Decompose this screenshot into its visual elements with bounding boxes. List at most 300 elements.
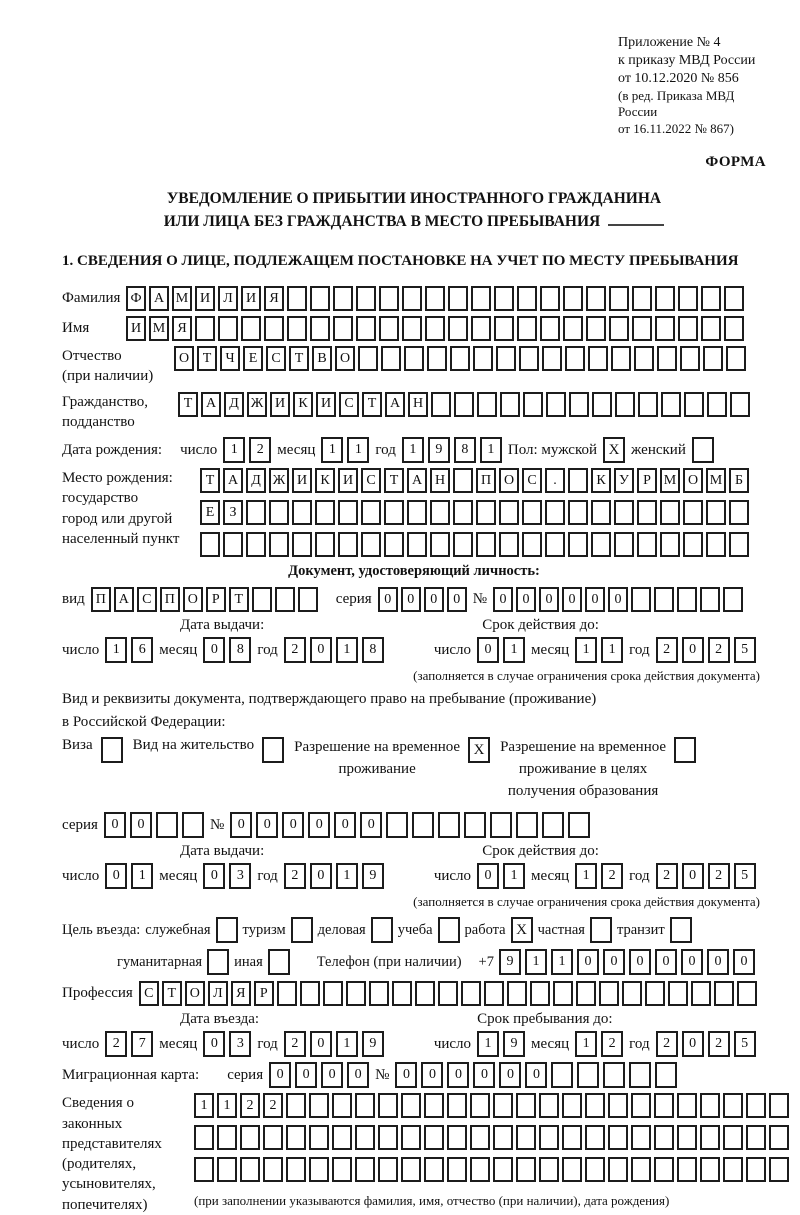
char-box[interactable]: И [195, 286, 215, 311]
char-box[interactable] [424, 1093, 444, 1118]
char-box[interactable]: 0 [473, 1062, 495, 1088]
char-box[interactable] [632, 286, 652, 311]
char-box[interactable]: 1 [503, 637, 525, 663]
char-box[interactable] [729, 500, 749, 525]
char-box[interactable]: Т [229, 587, 249, 612]
char-box[interactable] [355, 1125, 375, 1150]
char-box[interactable] [631, 1157, 651, 1182]
char-box[interactable]: И [126, 316, 146, 341]
char-box[interactable] [691, 981, 711, 1006]
char-box[interactable] [516, 812, 538, 838]
char-box[interactable]: . [545, 468, 565, 493]
char-box[interactable]: 0 [282, 812, 304, 838]
char-box[interactable]: К [591, 468, 611, 493]
char-box[interactable] [683, 532, 703, 557]
char-box[interactable] [292, 500, 312, 525]
char-box[interactable]: М [660, 468, 680, 493]
char-box[interactable] [473, 346, 493, 371]
char-box[interactable] [563, 316, 583, 341]
char-box[interactable] [384, 532, 404, 557]
female-checkbox[interactable] [692, 437, 714, 463]
char-box[interactable] [562, 1157, 582, 1182]
char-box[interactable]: 2 [284, 863, 306, 889]
char-box[interactable]: С [139, 981, 159, 1006]
char-box[interactable] [714, 981, 734, 1006]
char-box[interactable]: 0 [203, 863, 225, 889]
char-box[interactable] [634, 346, 654, 371]
char-box[interactable]: 2 [284, 637, 306, 663]
char-box[interactable] [490, 812, 512, 838]
char-box[interactable] [500, 392, 520, 417]
char-box[interactable]: О [499, 468, 519, 493]
char-box[interactable]: 0 [585, 587, 605, 612]
char-box[interactable]: Ж [247, 392, 267, 417]
char-box[interactable] [654, 1125, 674, 1150]
char-box[interactable]: Л [218, 286, 238, 311]
char-box[interactable]: 0 [310, 1031, 332, 1057]
char-box[interactable] [677, 1093, 697, 1118]
char-box[interactable] [493, 1093, 513, 1118]
char-box[interactable] [707, 392, 727, 417]
char-box[interactable]: 0 [608, 587, 628, 612]
char-box[interactable] [315, 532, 335, 557]
male-checkbox[interactable]: X [603, 437, 625, 463]
char-box[interactable] [545, 532, 565, 557]
char-box[interactable]: 0 [447, 587, 467, 612]
char-box[interactable]: 0 [477, 863, 499, 889]
char-box[interactable] [241, 316, 261, 341]
char-box[interactable]: П [160, 587, 180, 612]
char-box[interactable] [608, 1157, 628, 1182]
char-box[interactable]: 2 [708, 637, 730, 663]
char-box[interactable] [540, 316, 560, 341]
char-box[interactable] [333, 316, 353, 341]
char-box[interactable] [660, 532, 680, 557]
char-box[interactable]: 0 [539, 587, 559, 612]
char-box[interactable] [568, 500, 588, 525]
char-box[interactable]: У [614, 468, 634, 493]
temp-residence-edu-checkbox[interactable] [674, 737, 696, 763]
char-box[interactable] [277, 981, 297, 1006]
char-box[interactable] [309, 1157, 329, 1182]
char-box[interactable] [310, 286, 330, 311]
char-box[interactable] [381, 346, 401, 371]
residence-permit-checkbox[interactable] [262, 737, 284, 763]
char-box[interactable] [516, 1125, 536, 1150]
char-box[interactable] [217, 1125, 237, 1150]
char-box[interactable] [631, 1093, 651, 1118]
char-box[interactable]: 0 [577, 949, 599, 975]
char-box[interactable] [701, 286, 721, 311]
char-box[interactable]: 0 [230, 812, 252, 838]
char-box[interactable]: Т [362, 392, 382, 417]
char-box[interactable]: 0 [525, 1062, 547, 1088]
char-box[interactable] [551, 1062, 573, 1088]
char-box[interactable] [286, 1157, 306, 1182]
char-box[interactable] [287, 286, 307, 311]
char-box[interactable] [493, 1125, 513, 1150]
char-box[interactable]: Ж [269, 468, 289, 493]
char-box[interactable] [402, 316, 422, 341]
char-box[interactable] [448, 316, 468, 341]
char-box[interactable] [378, 1125, 398, 1150]
char-box[interactable] [539, 1125, 559, 1150]
char-box[interactable] [585, 1093, 605, 1118]
char-box[interactable]: 9 [499, 949, 521, 975]
char-box[interactable] [632, 316, 652, 341]
char-box[interactable] [430, 500, 450, 525]
char-box[interactable]: 9 [362, 863, 384, 889]
char-box[interactable] [392, 981, 412, 1006]
char-box[interactable] [332, 1125, 352, 1150]
char-box[interactable]: 0 [105, 863, 127, 889]
char-box[interactable]: 1 [525, 949, 547, 975]
char-box[interactable] [275, 587, 295, 612]
char-box[interactable] [447, 1157, 467, 1182]
char-box[interactable]: 1 [575, 637, 597, 663]
char-box[interactable]: 0 [424, 587, 444, 612]
char-box[interactable] [638, 392, 658, 417]
char-box[interactable]: Я [172, 316, 192, 341]
char-box[interactable] [378, 1157, 398, 1182]
char-box[interactable] [540, 286, 560, 311]
char-box[interactable] [655, 1062, 677, 1088]
char-box[interactable]: Р [206, 587, 226, 612]
char-box[interactable]: П [476, 468, 496, 493]
char-box[interactable]: 0 [707, 949, 729, 975]
char-box[interactable] [724, 286, 744, 311]
char-box[interactable] [425, 316, 445, 341]
char-box[interactable]: С [339, 392, 359, 417]
char-box[interactable]: Р [637, 468, 657, 493]
char-box[interactable] [309, 1093, 329, 1118]
char-box[interactable] [568, 468, 588, 493]
char-box[interactable] [568, 812, 590, 838]
char-box[interactable]: 1 [575, 863, 597, 889]
char-box[interactable] [461, 981, 481, 1006]
char-box[interactable] [407, 500, 427, 525]
char-box[interactable]: 0 [378, 587, 398, 612]
char-box[interactable] [569, 392, 589, 417]
char-box[interactable] [678, 316, 698, 341]
char-box[interactable]: Н [408, 392, 428, 417]
char-box[interactable] [563, 286, 583, 311]
char-box[interactable]: О [335, 346, 355, 371]
char-box[interactable] [287, 316, 307, 341]
char-box[interactable] [655, 316, 675, 341]
char-box[interactable]: 0 [421, 1062, 443, 1088]
char-box[interactable] [678, 286, 698, 311]
char-box[interactable] [655, 286, 675, 311]
char-box[interactable]: А [385, 392, 405, 417]
char-box[interactable]: О [185, 981, 205, 1006]
char-box[interactable]: 8 [454, 437, 476, 463]
char-box[interactable] [484, 981, 504, 1006]
char-box[interactable] [200, 532, 220, 557]
char-box[interactable] [194, 1125, 214, 1150]
char-box[interactable] [431, 392, 451, 417]
char-box[interactable]: 1 [347, 437, 369, 463]
char-box[interactable] [516, 1093, 536, 1118]
char-box[interactable] [424, 1125, 444, 1150]
char-box[interactable] [568, 532, 588, 557]
char-box[interactable]: Е [200, 500, 220, 525]
char-box[interactable]: М [706, 468, 726, 493]
char-box[interactable] [298, 587, 318, 612]
char-box[interactable]: 1 [223, 437, 245, 463]
char-box[interactable] [609, 286, 629, 311]
char-box[interactable] [724, 316, 744, 341]
char-box[interactable] [361, 500, 381, 525]
char-box[interactable]: 3 [229, 863, 251, 889]
char-box[interactable] [542, 346, 562, 371]
char-box[interactable] [182, 812, 204, 838]
char-box[interactable] [539, 1157, 559, 1182]
char-box[interactable]: 1 [194, 1093, 214, 1118]
char-box[interactable] [631, 587, 651, 612]
char-box[interactable] [615, 392, 635, 417]
char-box[interactable] [453, 468, 473, 493]
char-box[interactable] [453, 500, 473, 525]
char-box[interactable]: 1 [480, 437, 502, 463]
char-box[interactable] [292, 532, 312, 557]
char-box[interactable] [471, 286, 491, 311]
char-box[interactable]: 2 [656, 637, 678, 663]
char-box[interactable] [585, 1125, 605, 1150]
char-box[interactable] [562, 1093, 582, 1118]
char-box[interactable]: А [407, 468, 427, 493]
char-box[interactable]: А [114, 587, 134, 612]
char-box[interactable]: 0 [203, 637, 225, 663]
char-box[interactable]: О [683, 468, 703, 493]
char-box[interactable] [438, 981, 458, 1006]
char-box[interactable] [637, 500, 657, 525]
char-box[interactable] [660, 500, 680, 525]
char-box[interactable] [706, 500, 726, 525]
char-box[interactable] [263, 1125, 283, 1150]
char-box[interactable]: 8 [229, 637, 251, 663]
char-box[interactable] [530, 981, 550, 1006]
char-box[interactable] [401, 1093, 421, 1118]
char-box[interactable] [494, 316, 514, 341]
char-box[interactable] [523, 392, 543, 417]
char-box[interactable]: 0 [603, 949, 625, 975]
char-box[interactable] [315, 500, 335, 525]
char-box[interactable] [522, 532, 542, 557]
char-box[interactable] [447, 1125, 467, 1150]
char-box[interactable] [599, 981, 619, 1006]
char-box[interactable] [614, 532, 634, 557]
char-box[interactable] [706, 532, 726, 557]
char-box[interactable]: С [266, 346, 286, 371]
char-box[interactable] [700, 1093, 720, 1118]
char-box[interactable] [430, 532, 450, 557]
char-box[interactable] [240, 1125, 260, 1150]
char-box[interactable] [496, 346, 516, 371]
char-box[interactable]: 3 [229, 1031, 251, 1057]
char-box[interactable]: 0 [130, 812, 152, 838]
char-box[interactable]: И [338, 468, 358, 493]
char-box[interactable]: 1 [105, 637, 127, 663]
char-box[interactable]: 1 [601, 637, 623, 663]
char-box[interactable]: 1 [477, 1031, 499, 1057]
char-box[interactable]: 0 [347, 1062, 369, 1088]
char-box[interactable] [591, 532, 611, 557]
char-box[interactable] [369, 981, 389, 1006]
char-box[interactable]: 2 [249, 437, 271, 463]
char-box[interactable] [769, 1125, 789, 1150]
char-box[interactable] [654, 587, 674, 612]
purpose-work-checkbox[interactable]: X [511, 917, 533, 943]
char-box[interactable]: 2 [601, 863, 623, 889]
char-box[interactable] [586, 316, 606, 341]
char-box[interactable] [703, 346, 723, 371]
char-box[interactable] [684, 392, 704, 417]
char-box[interactable] [309, 1125, 329, 1150]
char-box[interactable]: М [149, 316, 169, 341]
char-box[interactable]: 1 [336, 1031, 358, 1057]
char-box[interactable] [585, 1157, 605, 1182]
char-box[interactable] [507, 981, 527, 1006]
char-box[interactable]: Т [200, 468, 220, 493]
char-box[interactable]: А [223, 468, 243, 493]
char-box[interactable] [476, 500, 496, 525]
char-box[interactable] [494, 286, 514, 311]
char-box[interactable]: С [361, 468, 381, 493]
char-box[interactable] [700, 1125, 720, 1150]
char-box[interactable] [519, 346, 539, 371]
char-box[interactable] [546, 392, 566, 417]
char-box[interactable] [629, 1062, 651, 1088]
char-box[interactable]: Ч [220, 346, 240, 371]
char-box[interactable] [470, 1157, 490, 1182]
char-box[interactable]: А [149, 286, 169, 311]
char-box[interactable] [614, 500, 634, 525]
char-box[interactable]: 5 [734, 863, 756, 889]
char-box[interactable] [310, 316, 330, 341]
char-box[interactable]: 1 [336, 863, 358, 889]
char-box[interactable] [384, 500, 404, 525]
char-box[interactable]: И [270, 392, 290, 417]
char-box[interactable]: 9 [362, 1031, 384, 1057]
char-box[interactable]: 0 [629, 949, 651, 975]
purpose-private-checkbox[interactable] [590, 917, 612, 943]
char-box[interactable]: 0 [681, 949, 703, 975]
char-box[interactable] [404, 346, 424, 371]
char-box[interactable]: Н [430, 468, 450, 493]
char-box[interactable]: 2 [240, 1093, 260, 1118]
char-box[interactable]: К [293, 392, 313, 417]
char-box[interactable] [677, 587, 697, 612]
char-box[interactable]: М [172, 286, 192, 311]
char-box[interactable] [522, 500, 542, 525]
char-box[interactable] [631, 1125, 651, 1150]
char-box[interactable]: С [522, 468, 542, 493]
char-box[interactable] [269, 532, 289, 557]
char-box[interactable]: А [201, 392, 221, 417]
char-box[interactable] [427, 346, 447, 371]
char-box[interactable] [412, 812, 434, 838]
char-box[interactable] [464, 812, 486, 838]
char-box[interactable] [586, 286, 606, 311]
char-box[interactable]: 0 [360, 812, 382, 838]
char-box[interactable]: 1 [503, 863, 525, 889]
char-box[interactable]: 0 [334, 812, 356, 838]
char-box[interactable]: 9 [428, 437, 450, 463]
char-box[interactable] [401, 1157, 421, 1182]
char-box[interactable]: 1 [402, 437, 424, 463]
char-box[interactable] [470, 1125, 490, 1150]
char-box[interactable]: 0 [447, 1062, 469, 1088]
char-box[interactable] [450, 346, 470, 371]
char-box[interactable] [402, 286, 422, 311]
char-box[interactable] [608, 1093, 628, 1118]
char-box[interactable] [333, 286, 353, 311]
char-box[interactable] [565, 346, 585, 371]
char-box[interactable]: 0 [295, 1062, 317, 1088]
char-box[interactable] [438, 812, 460, 838]
char-box[interactable] [338, 532, 358, 557]
char-box[interactable]: О [183, 587, 203, 612]
char-box[interactable]: Т [178, 392, 198, 417]
char-box[interactable]: 0 [493, 587, 513, 612]
char-box[interactable]: И [316, 392, 336, 417]
char-box[interactable] [217, 1157, 237, 1182]
char-box[interactable] [470, 1093, 490, 1118]
char-box[interactable] [637, 532, 657, 557]
char-box[interactable] [476, 532, 496, 557]
char-box[interactable] [746, 1157, 766, 1182]
char-box[interactable]: 1 [336, 637, 358, 663]
char-box[interactable] [517, 286, 537, 311]
char-box[interactable] [332, 1157, 352, 1182]
char-box[interactable] [769, 1093, 789, 1118]
purpose-tourism-checkbox[interactable] [291, 917, 313, 943]
char-box[interactable]: 0 [733, 949, 755, 975]
char-box[interactable] [603, 1062, 625, 1088]
purpose-study-checkbox[interactable] [438, 917, 460, 943]
char-box[interactable]: 0 [395, 1062, 417, 1088]
char-box[interactable] [425, 286, 445, 311]
char-box[interactable]: 0 [256, 812, 278, 838]
char-box[interactable] [677, 1157, 697, 1182]
char-box[interactable] [346, 981, 366, 1006]
char-box[interactable]: И [241, 286, 261, 311]
purpose-official-checkbox[interactable] [216, 917, 238, 943]
char-box[interactable]: 5 [734, 1031, 756, 1057]
char-box[interactable] [562, 1125, 582, 1150]
char-box[interactable]: 2 [263, 1093, 283, 1118]
char-box[interactable] [588, 346, 608, 371]
char-box[interactable] [545, 500, 565, 525]
char-box[interactable]: Е [243, 346, 263, 371]
char-box[interactable] [355, 1157, 375, 1182]
char-box[interactable]: Ф [126, 286, 146, 311]
char-box[interactable]: 0 [682, 637, 704, 663]
char-box[interactable] [517, 316, 537, 341]
char-box[interactable]: К [315, 468, 335, 493]
char-box[interactable] [723, 1125, 743, 1150]
char-box[interactable] [323, 981, 343, 1006]
char-box[interactable] [723, 1157, 743, 1182]
char-box[interactable] [356, 316, 376, 341]
char-box[interactable] [401, 1125, 421, 1150]
char-box[interactable] [769, 1157, 789, 1182]
char-box[interactable] [622, 981, 642, 1006]
char-box[interactable]: Д [246, 468, 266, 493]
char-box[interactable]: 1 [575, 1031, 597, 1057]
purpose-humanitarian-checkbox[interactable] [207, 949, 229, 975]
